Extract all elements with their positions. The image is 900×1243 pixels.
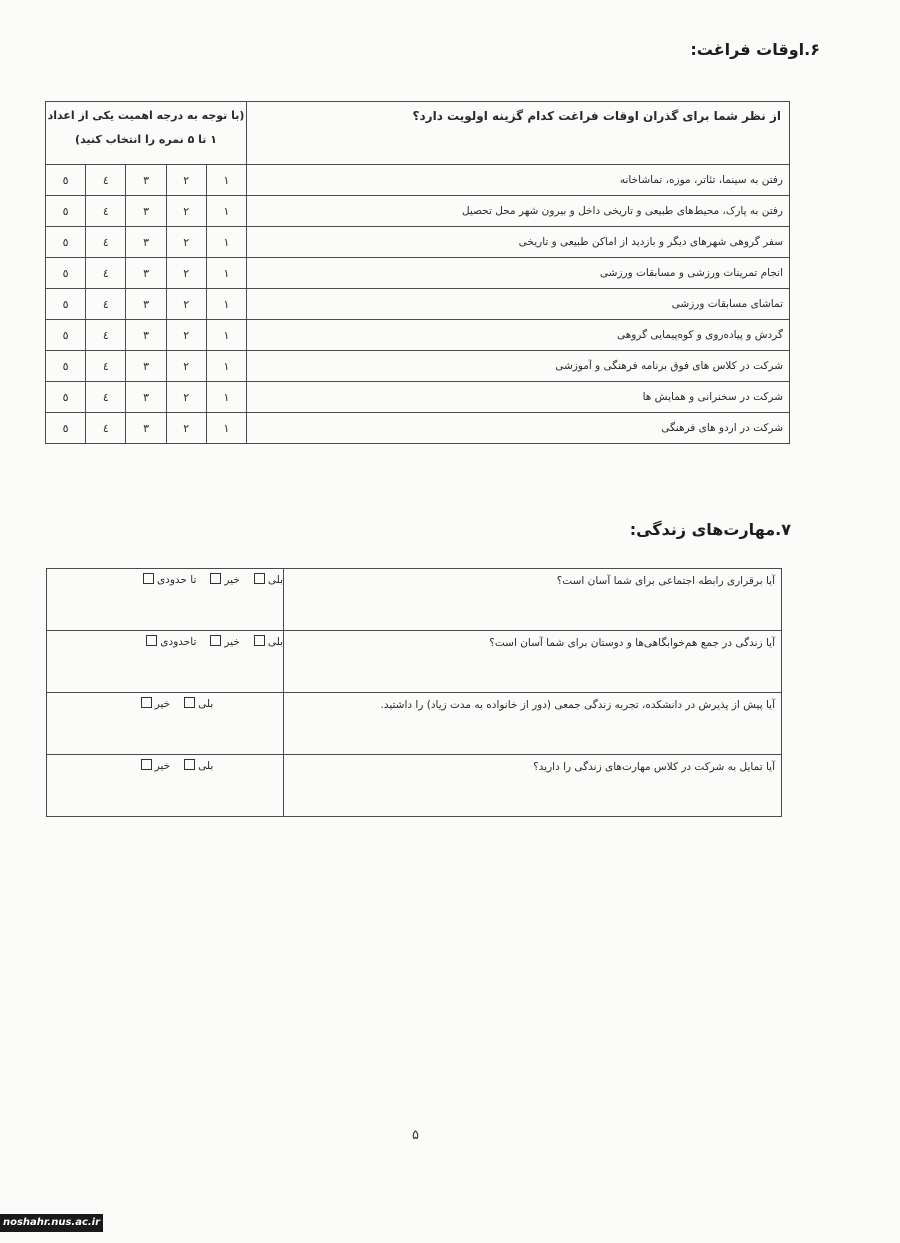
option-checkbox[interactable] — [210, 635, 239, 648]
rating-option-3[interactable]: ۳ — [126, 320, 166, 351]
leisure-row — [46, 320, 790, 351]
rating-option-4[interactable]: ٤ — [86, 227, 126, 258]
rating-option-5[interactable]: ٥ — [46, 165, 86, 196]
option-checkbox[interactable] — [141, 759, 170, 772]
rating-option-2[interactable]: ۲ — [166, 289, 206, 320]
leisure-item-label: شرکت در کلاس های فوق برنامه فرهنگی و آموزشی — [247, 351, 790, 382]
rating-option-4[interactable]: ٤ — [86, 382, 126, 413]
rating-option-2[interactable]: ۲ — [166, 320, 206, 351]
option-checkbox[interactable] — [141, 697, 170, 710]
life-skills-section-title: ۷.مهارت‌های زندگی: — [629, 520, 791, 539]
scale-header — [46, 102, 247, 165]
rating-option-4[interactable]: ٤ — [86, 351, 126, 382]
leisure-row — [46, 413, 790, 444]
checkbox-icon[interactable] — [141, 759, 152, 770]
rating-option-2[interactable]: ۲ — [166, 196, 206, 227]
checkbox-icon[interactable] — [254, 573, 265, 584]
rating-option-5[interactable]: ٥ — [46, 382, 86, 413]
rating-option-5[interactable]: ٥ — [46, 227, 86, 258]
rating-option-3[interactable]: ۳ — [126, 382, 166, 413]
rating-option-5[interactable]: ٥ — [46, 413, 86, 444]
leisure-item-label: انجام تمرینات ورزشی و مسابقات ورزشی — [247, 258, 790, 289]
option-label: بلی — [198, 698, 214, 710]
rating-option-1[interactable]: ۱ — [206, 382, 246, 413]
rating-option-1[interactable]: ۱ — [206, 413, 246, 444]
leisure-row — [46, 196, 790, 227]
rating-option-1[interactable]: ۱ — [206, 351, 246, 382]
watermark: noshahr.nus.ac.ir — [0, 1214, 103, 1232]
option-label: بلی — [198, 760, 214, 772]
checkbox-icon[interactable] — [210, 635, 221, 646]
rating-option-5[interactable]: ٥ — [46, 258, 86, 289]
rating-option-1[interactable]: ۱ — [206, 165, 246, 196]
option-checkbox[interactable] — [146, 635, 196, 648]
rating-option-4[interactable]: ٤ — [86, 258, 126, 289]
option-checkbox[interactable] — [184, 759, 213, 772]
option-label: بلی — [267, 636, 283, 648]
rating-option-3[interactable]: ۳ — [126, 258, 166, 289]
rating-option-2[interactable]: ۲ — [166, 165, 206, 196]
leisure-item-label: شرکت در سخنرانی و همایش ها — [247, 382, 790, 413]
rating-option-2[interactable]: ۲ — [166, 351, 206, 382]
rating-option-5[interactable]: ٥ — [46, 320, 86, 351]
leisure-row — [46, 227, 790, 258]
rating-option-4[interactable]: ٤ — [86, 413, 126, 444]
rating-option-5[interactable]: ٥ — [46, 289, 86, 320]
leisure-item-label: گردش و پیاده‌روی و کوه‌پیمایی گروهی — [247, 320, 790, 351]
rating-option-2[interactable]: ۲ — [166, 227, 206, 258]
page-number: ۵ — [412, 1128, 419, 1143]
life-skill-row — [47, 693, 782, 755]
life-skill-options — [47, 569, 284, 631]
rating-option-1[interactable]: ۱ — [206, 258, 246, 289]
leisure-row — [46, 165, 790, 196]
checkbox-icon[interactable] — [184, 697, 195, 708]
life-skill-question: آیا تمایل به شرکت در کلاس مهارت‌های زندگی را دارید؟ — [284, 755, 782, 817]
option-label: تا حدودی — [156, 574, 197, 586]
option-checkbox[interactable] — [254, 573, 283, 586]
rating-option-4[interactable]: ٤ — [86, 165, 126, 196]
rating-option-4[interactable]: ٤ — [86, 289, 126, 320]
rating-option-3[interactable]: ۳ — [126, 227, 166, 258]
checkbox-icon[interactable] — [141, 697, 152, 708]
leisure-question-header: از نظر شما برای گذران اوقات فراغت کدام گزینه اولویت دارد؟ — [247, 102, 790, 165]
checkbox-icon[interactable] — [210, 573, 221, 584]
rating-option-2[interactable]: ۲ — [166, 382, 206, 413]
rating-option-1[interactable]: ۱ — [206, 320, 246, 351]
rating-option-3[interactable]: ۳ — [126, 289, 166, 320]
option-label: خیر — [154, 760, 171, 772]
leisure-header-row — [46, 102, 790, 165]
life-skill-options — [47, 631, 284, 693]
leisure-section-title: ۶.اوقات فراغت: — [690, 40, 820, 59]
rating-option-3[interactable]: ۳ — [126, 413, 166, 444]
leisure-item-label: رفتن به پارک، محیط‌های طبیعی و تاریخی داخل و بیرون شهر محل تحصیل — [247, 196, 790, 227]
leisure-item-label: رفتن به سینما، تئاتر، موزه، تماشاخانه — [247, 165, 790, 196]
option-label: خیر — [224, 636, 240, 648]
option-checkbox[interactable] — [184, 697, 213, 710]
life-skill-row — [47, 631, 782, 693]
option-checkbox[interactable] — [143, 573, 196, 586]
option-label: خیر — [154, 698, 171, 710]
life-skills-table — [46, 568, 782, 817]
leisure-item-label: شرکت در اردو های فرهنگی — [247, 413, 790, 444]
rating-option-1[interactable]: ۱ — [206, 227, 246, 258]
rating-option-3[interactable]: ۳ — [126, 351, 166, 382]
life-skill-row — [47, 569, 782, 631]
option-checkbox[interactable] — [254, 635, 283, 648]
option-label: خیر — [224, 574, 240, 586]
leisure-row — [46, 351, 790, 382]
scale-header-line1: (با توجه به درجه اهمیت یکی از اعداد — [47, 109, 245, 122]
rating-option-4[interactable]: ٤ — [86, 320, 126, 351]
rating-option-1[interactable]: ۱ — [206, 196, 246, 227]
life-skill-options — [47, 693, 284, 755]
checkbox-icon[interactable] — [146, 635, 157, 646]
life-skill-question: آیا زندگی در جمع هم‌خوابگاهی‌ها و دوستان برای شما آسان است؟ — [284, 631, 782, 693]
leisure-row — [46, 382, 790, 413]
life-skill-question: آیا برقراری رابطه اجتماعی برای شما آسان است؟ — [284, 569, 782, 631]
rating-option-4[interactable]: ٤ — [86, 196, 126, 227]
life-skill-row — [47, 755, 782, 817]
leisure-item-label: سفر گروهی شهرهای دیگر و بازدید از اماکن طبیعی و تاریخی — [247, 227, 790, 258]
scale-header-line2: ۱ تا ۵ نمره را انتخاب کنید) — [75, 133, 217, 146]
option-checkbox[interactable] — [210, 573, 239, 586]
checkbox-icon[interactable] — [184, 759, 195, 770]
leisure-item-label: تماشای مسابقات ورزشی — [247, 289, 790, 320]
leisure-row — [46, 289, 790, 320]
rating-option-5[interactable]: ٥ — [46, 196, 86, 227]
checkbox-icon[interactable] — [143, 573, 154, 584]
rating-option-1[interactable]: ۱ — [206, 289, 246, 320]
rating-option-3[interactable]: ۳ — [126, 165, 166, 196]
life-skill-question: آیا پیش از پذیرش در دانشکده، تجربه زندگی جمعی (دور از خانواده به مدت زیاد) را داشتید. — [284, 693, 782, 755]
rating-option-2[interactable]: ۲ — [166, 413, 206, 444]
rating-option-5[interactable]: ٥ — [46, 351, 86, 382]
leisure-row — [46, 258, 790, 289]
rating-option-3[interactable]: ۳ — [126, 196, 166, 227]
life-skill-options — [47, 755, 284, 817]
leisure-table — [45, 101, 790, 444]
option-label: بلی — [267, 574, 283, 586]
rating-option-2[interactable]: ۲ — [166, 258, 206, 289]
option-label: تاحدودی — [160, 636, 197, 648]
checkbox-icon[interactable] — [254, 635, 265, 646]
